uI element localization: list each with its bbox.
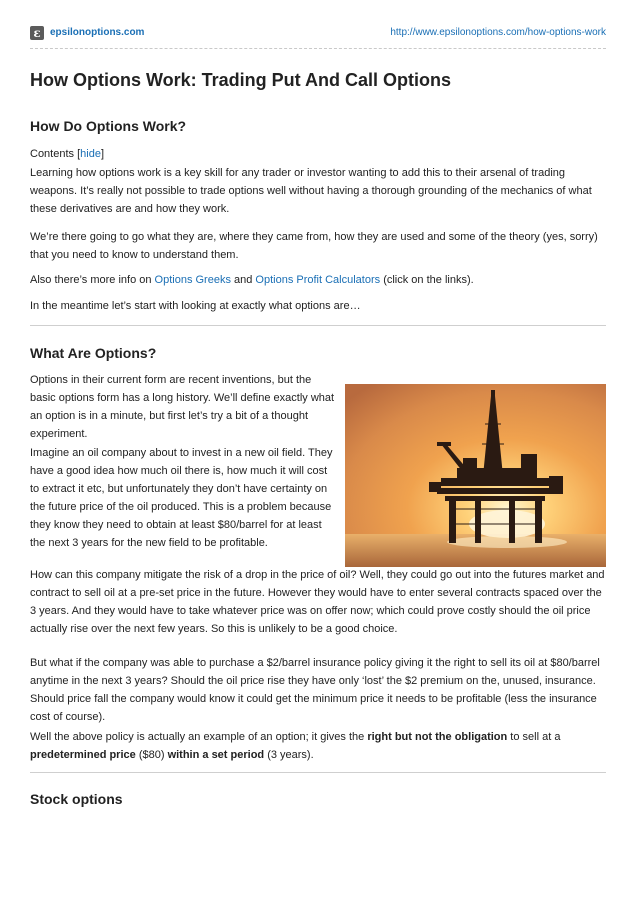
text-span: ($80): [135, 749, 168, 761]
paragraph: [30, 566, 606, 638]
contents-suffix: ]: [100, 148, 104, 160]
paragraph-text: We’re there going to go what they are, where they came from, how they are used and some of the theory (yes, sorry) that you need to know to understand them.: [30, 231, 598, 261]
paragraph: [30, 728, 606, 764]
section-heading: How Do Options Work?: [30, 118, 187, 134]
paragraph-text: Imagine an oil company about to invest in a new oil field. They have a good idea how much oil there is, how much it will cost to extract it etc, but unfortunately they don’t have certainty on the future price of the oil produced. This is a problem because they know they need to obtain at least $80/barrel for at least the next 3 years for the new field to be profitable.: [30, 447, 333, 549]
paragraph-text: But what if the company was able to purchase a $2/barrel insurance policy giving it the right to sell its oil at $80/barrel anytime in the next 3 years? Should the oil price rise they have only ‘lost’ the $2 premium on the, unused, insurance. Should price fall the company would know it could get the minimum price it needs to be profitable (less the insurance cost of course).: [30, 657, 600, 723]
text-span: to sell at a: [507, 731, 561, 743]
paragraph-text: In the meantime let’s start with looking at exactly what options are…: [30, 300, 361, 312]
page-title: How Options Work: Trading Put And Call Options: [30, 70, 451, 90]
paragraph: [30, 371, 335, 443]
paragraph: [30, 228, 606, 264]
section-divider: [30, 772, 606, 773]
page-url-link[interactable]: http://www.epsilonoptions.com/how-options-work: [390, 27, 606, 38]
section-how-do-options-work: [30, 118, 606, 134]
section-divider: [30, 325, 606, 326]
paragraph: [30, 271, 606, 289]
paragraph-text: Learning how options work is a key skill for any trader or investor wanting to add this to their arsenal of trading weapons. It’s really not possible to trade options well without having a thorough grounding of the mechanics of what these derivatives are and how they work.: [30, 167, 592, 215]
text-span: (3 years).: [264, 749, 314, 761]
bold-text: right but not the obligation: [367, 731, 508, 743]
contents-prefix: Contents [: [30, 148, 81, 160]
paragraph: [30, 654, 606, 726]
options-profit-calculators-link[interactable]: Options Profit Calculators: [255, 274, 381, 286]
options-greeks-link[interactable]: Options Greeks: [154, 274, 231, 286]
section-what-are-options: [30, 345, 606, 361]
contents-line: [30, 145, 606, 163]
paragraph-text: How can this company mitigate the risk of a drop in the price of oil? Well, they could go out into the futures market and contract to sell oil at a pre-set price in the future. However they would have to enter several contracts spaced over the 3 years. And they would have to take whatever price was on offer now; which could prove costly should the oil price actually rise over the next few years. So this is unlikely to be a good choice.: [30, 569, 605, 635]
section-heading: What Are Options?: [30, 345, 157, 361]
section-heading: Stock options: [30, 791, 123, 807]
text-span: Also there’s more info on: [30, 274, 155, 286]
text-span: Well the above policy is actually an example of an option; it gives the: [30, 731, 368, 743]
section-stock-options: [30, 791, 606, 807]
paragraph: [30, 297, 606, 315]
site-name-link[interactable]: epsilonoptions.com: [50, 27, 145, 38]
paragraph: [30, 444, 335, 552]
page-header: [30, 24, 606, 49]
paragraph: [30, 164, 606, 218]
bold-text: within a set period: [167, 749, 265, 761]
bold-text: predetermined price: [30, 749, 136, 761]
text-span: (click on the links).: [380, 274, 474, 286]
paragraph-text: Options in their current form are recent inventions, but the basic options form has a long history. We’ll define exactly what an option is in a minute, but first let’s try a bit of a thought experiment.: [30, 374, 335, 440]
contents-hide-link[interactable]: hide: [80, 148, 101, 160]
site-logo-icon: ε: [30, 26, 44, 40]
text-span: and: [230, 274, 256, 286]
oil-rig-sunset-image: [345, 384, 606, 567]
